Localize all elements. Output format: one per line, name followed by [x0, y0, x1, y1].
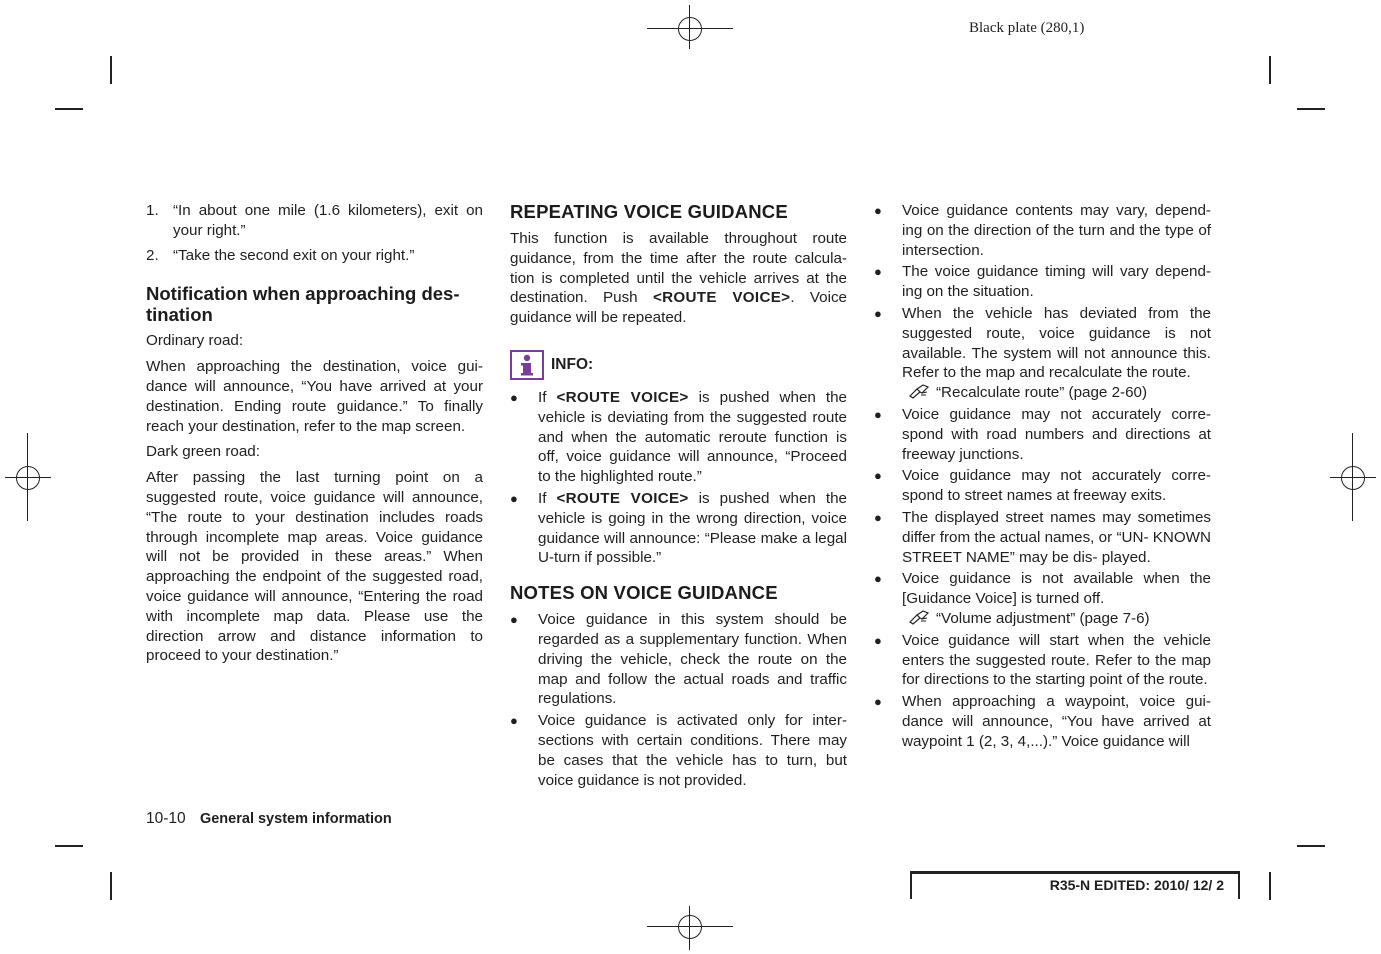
info-block — [510, 350, 847, 380]
list-item: ● Voice guidance will start when the vehicle enters the suggested route. Refer to the map for directions to the starting point of the route. — [874, 631, 1211, 689]
section-title: General system information — [199, 811, 392, 827]
route-voice-key: <ROUTE VOICE> — [556, 388, 689, 406]
list-item: ● Voice guidance may not accurately corre- spond to street names at freeway exits. — [874, 467, 1211, 505]
route-voice-key: <ROUTE VOICE> — [556, 489, 689, 507]
list-item: ● When approaching a waypoint, voice gui- dance will announce, “You have arrived at waypoint 1 (2, 3, 4,...).” Voice guidance will — [874, 693, 1211, 750]
info-label: INFO: — [551, 355, 594, 373]
page-reference: “Recalculate route” (page 2-60) — [902, 383, 1211, 403]
repeating-voice-intro: This function is available throughout route guidance, from the time after the route calcula- tion is completed until the vehicle arrives at the destination. Push <ROUTE VOICE>. Voice guidance will be repeated. — [510, 230, 847, 327]
list-number: 1. — [146, 202, 159, 219]
reference-hand-icon — [908, 610, 930, 625]
route-voice-key: <ROUTE VOICE> — [652, 289, 791, 307]
list-text: “Take the second exit on your right.” — [173, 246, 415, 264]
edited-stamp: R35-N EDITED: 2010/ 12/ 2 — [910, 871, 1240, 899]
repeating-voice-heading: REPEATING VOICE GUIDANCE — [510, 201, 788, 222]
list-item: ● Voice guidance may not accurately corre- spond with road numbers and directions at freeway junctions. — [874, 405, 1211, 463]
column-1 — [146, 201, 483, 666]
reference-hand-icon — [908, 384, 930, 399]
list-item: ● If <ROUTE VOICE> is pushed when the vehicle is deviating from the suggested route and when the automatic reroute function is off, voice guidance will announce, “Proceed to the highlighted route.” — [510, 388, 847, 486]
list-item: ● When the vehicle has deviated from the suggested route, voice guidance is not available. The system will not announce this. Refer to the map and recalculate the route. “Recalculate route” (page 2-60) — [874, 304, 1211, 402]
list-item — [146, 246, 483, 266]
list-item — [146, 201, 483, 241]
dark-green-road-label: Dark green road: — [146, 443, 260, 461]
list-item: ● Voice guidance is not available when the [Guidance Voice] is turned off. “Volume adjustment” (page 7-6) — [874, 570, 1211, 627]
notes-heading: NOTES ON VOICE GUIDANCE — [510, 582, 778, 604]
list-item: ● Voice guidance in this system should be regarded as a supplementary function. When driving the vehicle, check the route on the map and follow the actual roads and traffic regulations. — [510, 611, 847, 708]
ordinary-road-label: Ordinary road: — [146, 332, 244, 350]
list-item: ● Voice guidance is activated only for inter- sections with certain conditions. There may be cases that the vehicle has to turn, but voice guidance is not provided. — [510, 712, 847, 789]
page-footer — [146, 810, 392, 828]
plate-label: Black plate (280,1) — [969, 20, 1085, 36]
list-item: ● The voice guidance timing will vary depend- ing on the situation. — [874, 263, 1211, 301]
list-item: ● The displayed street names may sometimes differ from the actual names, or “UN- KNOWN STREET NAME” may be dis- played. — [874, 508, 1211, 566]
column-3 — [874, 201, 1211, 754]
bullet: ● — [510, 713, 518, 729]
list-item: ● If <ROUTE VOICE> is pushed when the vehicle is going in the wrong direction, voice guidance will announce: “Please make a legal U-turn if possible.” — [510, 489, 847, 567]
list-number: 2. — [146, 246, 159, 264]
ordinary-road-text: When approaching the destination, voice gui- dance will announce, “You have arrived at your destination. Ending route guidance.” To finally reach your destination, refer to the map screen. — [146, 358, 483, 435]
bullet: ● — [510, 612, 518, 628]
page-number: 10-10 — [146, 810, 186, 827]
list-item: ● Voice guidance contents may vary, depend- ing on the direction of the turn and the type of intersection. — [874, 202, 1211, 259]
list-text: “In about one mile (1.6 kilometers), exit on your right.” — [173, 202, 483, 239]
column-2 — [510, 201, 847, 792]
notification-heading: Notification when approaching des- tination — [146, 283, 460, 326]
dark-green-road-text: After passing the last turning point on a suggested route, voice guidance will announce, “The route to your destination includes roads through incomplete map areas. Voice guidance will not be provided in these areas.” When approaching the endpoint of the suggested road, voice guidance will announce, “Entering the road with incomplete map data. Please use the direction arrow and distance information to proceed to your destination.” — [146, 469, 483, 665]
page-reference: “Volume adjustment” (page 7-6) — [902, 609, 1211, 629]
bullet: ● — [510, 490, 518, 506]
info-icon — [510, 350, 544, 380]
bullet: ● — [510, 389, 518, 405]
